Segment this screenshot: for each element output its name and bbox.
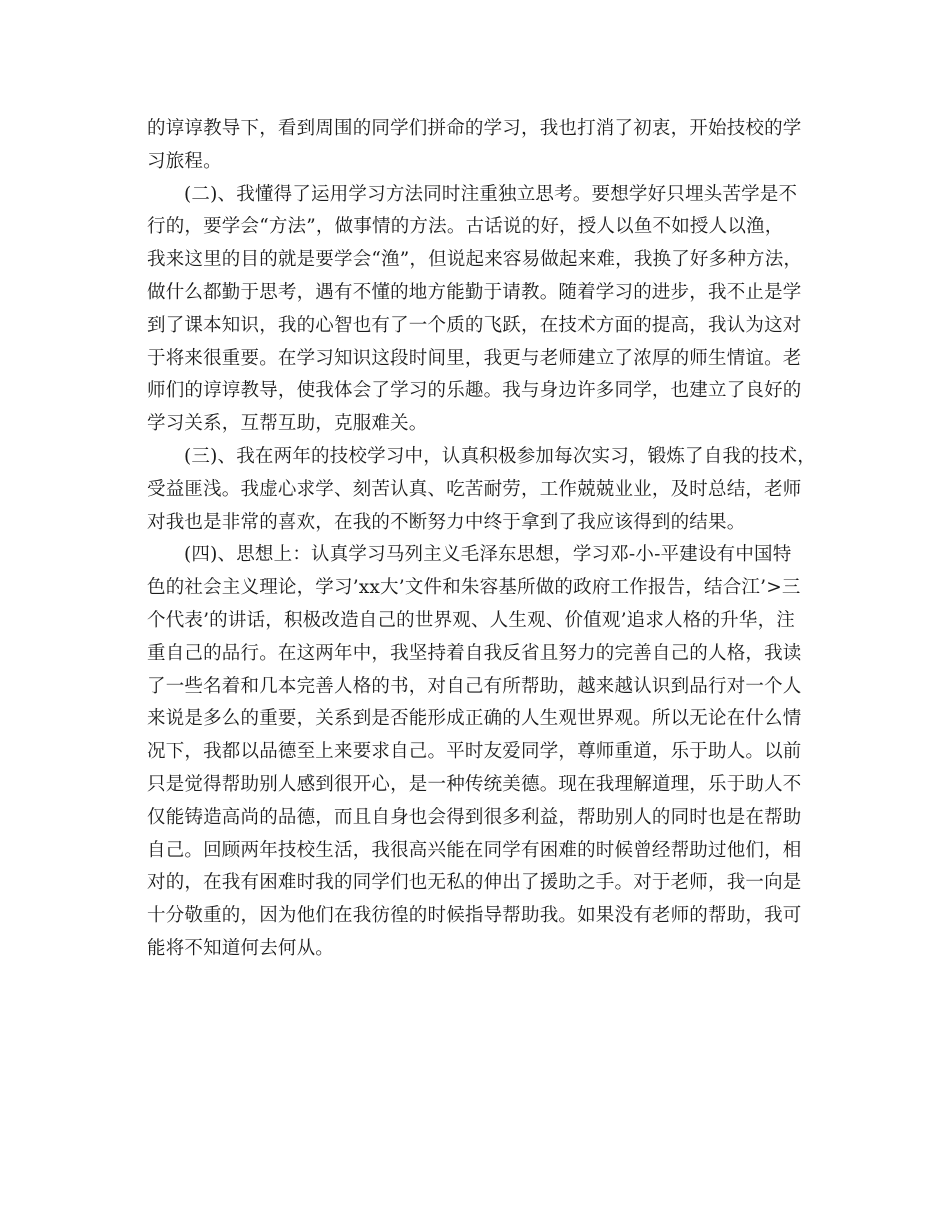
- text-line: 个代表’的讲话，积极改造自己的世界观、人生观、价值观’追求人格的升华，注: [147, 609, 795, 631]
- text-line: 况下，我都以品德至上来要求自己。平时友爱同学，尊师重道，乐于助人。以前: [147, 741, 802, 763]
- text-line: 的谆谆教导下，看到周围的同学们拼命的学习，我也打消了初衷，开始技校的学: [147, 118, 802, 139]
- text-line: 只是觉得帮助别人感到很开心，是一种传统美德。现在我理解道理，乐于助人不: [147, 773, 802, 795]
- document-body: [147, 113, 816, 966]
- paragraph-start-line: (四)、思想上：认真学习马列主义毛泽东思想，学习邓-小-平建设有中国特: [184, 544, 792, 566]
- text-line: 习旅程。: [147, 150, 222, 172]
- text-line: 对的，在我有困难时我的同学们也无私的伸出了援助之手。对于老师，我一向是: [147, 872, 802, 894]
- paragraph-start-line: (三)、我在两年的技校学习中，认真积极参加每次实习，锻炼了自我的技术，: [184, 445, 816, 467]
- text-line: 行的，要学会“方法”，做事情的方法。古话说的好，授人以鱼不如授人以渔，: [147, 216, 784, 238]
- text-line: 了一些名着和几本完善人格的书，对自己有所帮助，越来越认识到品行对一个人: [147, 675, 802, 697]
- text-line: 到了课本知识，我的心智也有了一个质的飞跃，在技术方面的提高，我认为这对: [147, 314, 802, 336]
- text-line: 自己。回顾两年技校生活，我很高兴能在同学有困难的时候曾经帮助过他们，相: [147, 839, 802, 861]
- text-line: 我来这里的目的就是要学会“渔”，但说起来容易做起来难，我换了好多种方法，: [147, 249, 803, 271]
- text-line: 色的社会主义理论，学习’xx大’文件和朱容基所做的政府工作报告，结合江’>三: [147, 577, 801, 599]
- text-line: 师们的谆谆教导，使我体会了学习的乐趣。我与身边许多同学，也建立了良好的: [147, 380, 802, 402]
- text-line: 重自己的品行。在这两年中，我坚持着自我反省且努力的完善自己的人格，我读: [147, 642, 802, 664]
- text-line: 能将不知道何去何从。: [147, 937, 335, 959]
- text-line: 对我也是非常的喜欢，在我的不断努力中终于拿到了我应该得到的结果。: [147, 511, 746, 533]
- text-line: 受益匪浅。我虚心求学、刻苦认真、吃苦耐劳，工作兢兢业业，及时总结，老师: [147, 478, 802, 500]
- text-line: 做什么都勤于思考，遇有不懂的地方能勤于请教。随着学习的进步，我不止是学: [147, 281, 802, 303]
- text-line: 学习关系，互帮互助，克服难关。: [147, 413, 428, 435]
- paragraph-start-line: (二)、我懂得了运用学习方法同时注重独立思考。要想学好只埋头苦学是不: [184, 183, 798, 205]
- text-line: 来说是多么的重要，关系到是否能形成正确的人生观世界观。所以无论在什么情: [147, 708, 802, 730]
- text-line: 十分敬重的，因为他们在我彷徨的时候指导帮助我。如果没有老师的帮助，我可: [147, 905, 802, 927]
- text-line: 于将来很重要。在学习知识这段时间里，我更与老师建立了浓厚的师生情谊。老: [147, 347, 802, 369]
- text-line: 仅能铸造高尚的品德，而且自身也会得到很多利益，帮助别人的同时也是在帮助: [147, 806, 802, 828]
